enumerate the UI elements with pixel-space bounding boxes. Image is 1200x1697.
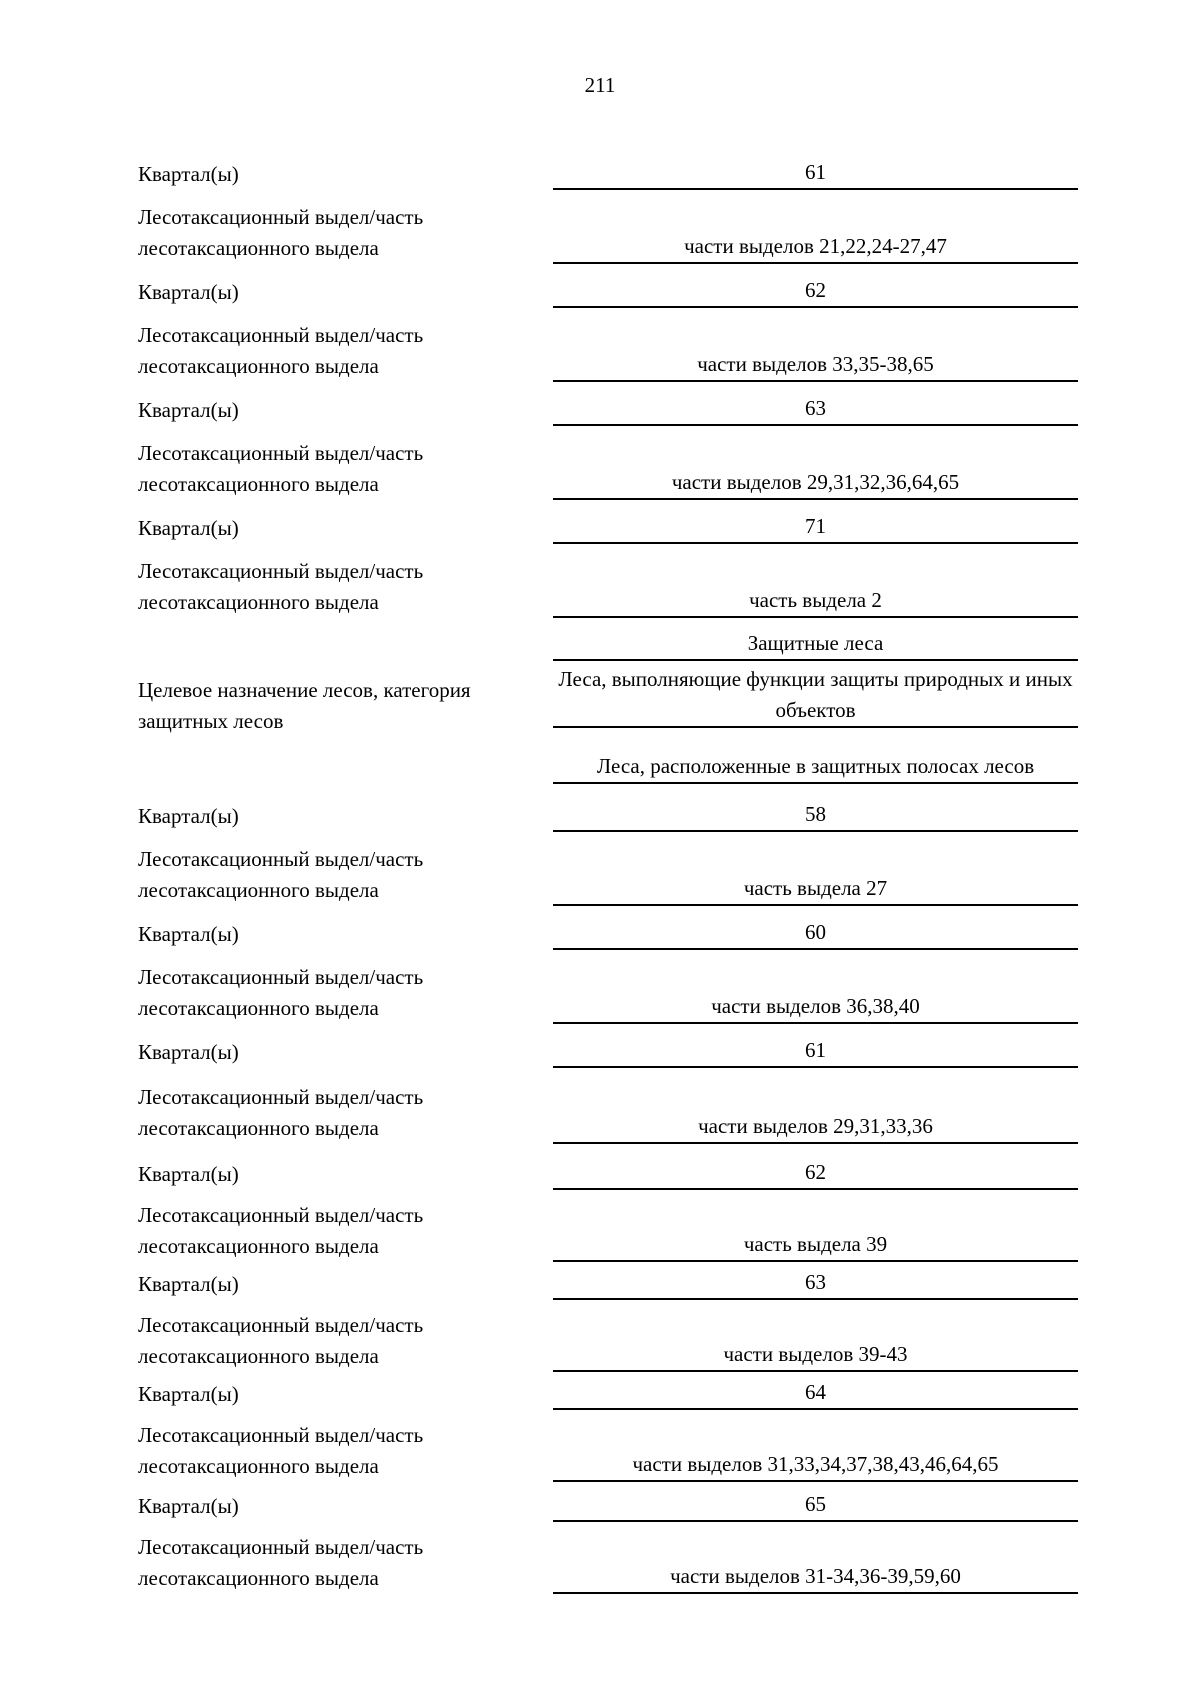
quarter-row bbox=[0, 156, 1200, 190]
subcompartment-label: Лесотаксационный выдел/часть лесотаксационного выдела bbox=[138, 1535, 424, 1590]
quarter-row bbox=[0, 1156, 1200, 1190]
subcompartment-row bbox=[0, 1080, 1200, 1144]
subcompartment-value: части выделов 33,35-38,65 bbox=[553, 349, 1078, 382]
subcompartment-value: части выделов 36,38,40 bbox=[553, 991, 1078, 1024]
page-number: 211 bbox=[584, 73, 616, 97]
quarter-label: Квартал(ы) bbox=[138, 1382, 239, 1406]
subcompartment-row bbox=[0, 436, 1200, 500]
subcompartment-label: Лесотаксационный выдел/часть лесотаксационного выдела bbox=[138, 441, 424, 496]
quarter-label: Квартал(ы) bbox=[138, 922, 239, 946]
category-protective: Защитные леса bbox=[553, 628, 1078, 661]
quarter-label: Квартал(ы) bbox=[138, 516, 239, 540]
quarter-label: Квартал(ы) bbox=[138, 1040, 239, 1064]
quarter-row bbox=[0, 1034, 1200, 1068]
quarter-value: 63 bbox=[553, 393, 1078, 426]
subcompartment-label: Лесотаксационный выдел/часть лесотаксационного выдела bbox=[138, 847, 424, 902]
quarter-row bbox=[0, 798, 1200, 832]
quarter-row bbox=[0, 1488, 1200, 1522]
quarter-value: 71 bbox=[553, 511, 1078, 544]
quarter-value: 65 bbox=[553, 1489, 1078, 1522]
subcompartment-value: части выделов 21,22,24-27,47 bbox=[553, 231, 1078, 264]
quarter-label: Квартал(ы) bbox=[138, 280, 239, 304]
subcompartment-value: части выделов 29,31,33,36 bbox=[553, 1111, 1078, 1144]
subcompartment-value: части выделов 31-34,36-39,59,60 bbox=[553, 1561, 1078, 1594]
quarter-value: 58 bbox=[553, 799, 1078, 832]
subcompartment-value: часть выдела 2 bbox=[553, 585, 1078, 618]
subcompartment-value: части выделов 29,31,32,36,64,65 bbox=[553, 467, 1078, 500]
subcompartment-row bbox=[0, 200, 1200, 264]
quarter-value: 64 bbox=[553, 1377, 1078, 1410]
subcompartment-value: часть выдела 39 bbox=[553, 1229, 1078, 1262]
quarter-row bbox=[0, 392, 1200, 426]
subcompartment-row bbox=[0, 1530, 1200, 1594]
subcompartment-row bbox=[0, 1308, 1200, 1372]
quarter-row bbox=[0, 916, 1200, 950]
subcompartment-row bbox=[0, 842, 1200, 906]
subcompartment-label: Лесотаксационный выдел/часть лесотаксационного выдела bbox=[138, 965, 424, 1020]
subcompartment-row bbox=[0, 1198, 1200, 1262]
quarter-row bbox=[0, 274, 1200, 308]
quarter-value: 63 bbox=[553, 1267, 1078, 1300]
quarter-value: 62 bbox=[553, 275, 1078, 308]
subcompartment-row bbox=[0, 960, 1200, 1024]
subcompartment-value: части выделов 39-43 bbox=[553, 1339, 1078, 1372]
quarter-value: 62 bbox=[553, 1157, 1078, 1190]
subcompartment-row bbox=[0, 1418, 1200, 1482]
quarter-label: Квартал(ы) bbox=[138, 1494, 239, 1518]
quarter-value: 61 bbox=[553, 1035, 1078, 1068]
quarter-value: 60 bbox=[553, 917, 1078, 950]
category-protection-functions: Леса, выполняющие функции защиты природных и иных объектов bbox=[553, 664, 1078, 728]
subcompartment-label: Лесотаксационный выдел/часть лесотаксационного выдела bbox=[138, 205, 424, 260]
subcompartment-row bbox=[0, 318, 1200, 382]
subcompartment-value: часть выдела 27 bbox=[553, 873, 1078, 906]
subcompartment-label: Лесотаксационный выдел/часть лесотаксационного выдела bbox=[138, 559, 424, 614]
quarter-row bbox=[0, 1376, 1200, 1410]
quarter-label: Квартал(ы) bbox=[138, 804, 239, 828]
subcompartment-label: Лесотаксационный выдел/часть лесотаксационного выдела bbox=[138, 1313, 424, 1368]
subcompartment-label: Лесотаксационный выдел/часть лесотаксационного выдела bbox=[138, 323, 424, 378]
purpose-label: Целевое назначение лесов, категория защитных лесов bbox=[138, 678, 471, 733]
quarter-row bbox=[0, 1266, 1200, 1300]
quarter-label: Квартал(ы) bbox=[138, 1272, 239, 1296]
subcompartment-value: части выделов 31,33,34,37,38,43,46,64,65 bbox=[553, 1449, 1078, 1482]
category-protective-belts: Леса, расположенные в защитных полосах лесов bbox=[553, 751, 1078, 784]
subcompartment-label: Лесотаксационный выдел/часть лесотаксационного выдела bbox=[138, 1423, 424, 1478]
subcompartment-label: Лесотаксационный выдел/часть лесотаксационного выдела bbox=[138, 1203, 424, 1258]
quarter-row bbox=[0, 510, 1200, 544]
subcompartment-row bbox=[0, 554, 1200, 618]
quarter-value: 61 bbox=[553, 157, 1078, 190]
quarter-label: Квартал(ы) bbox=[138, 162, 239, 186]
quarter-label: Квартал(ы) bbox=[138, 398, 239, 422]
quarter-label: Квартал(ы) bbox=[138, 1162, 239, 1186]
subcompartment-label: Лесотаксационный выдел/часть лесотаксационного выдела bbox=[138, 1085, 424, 1140]
